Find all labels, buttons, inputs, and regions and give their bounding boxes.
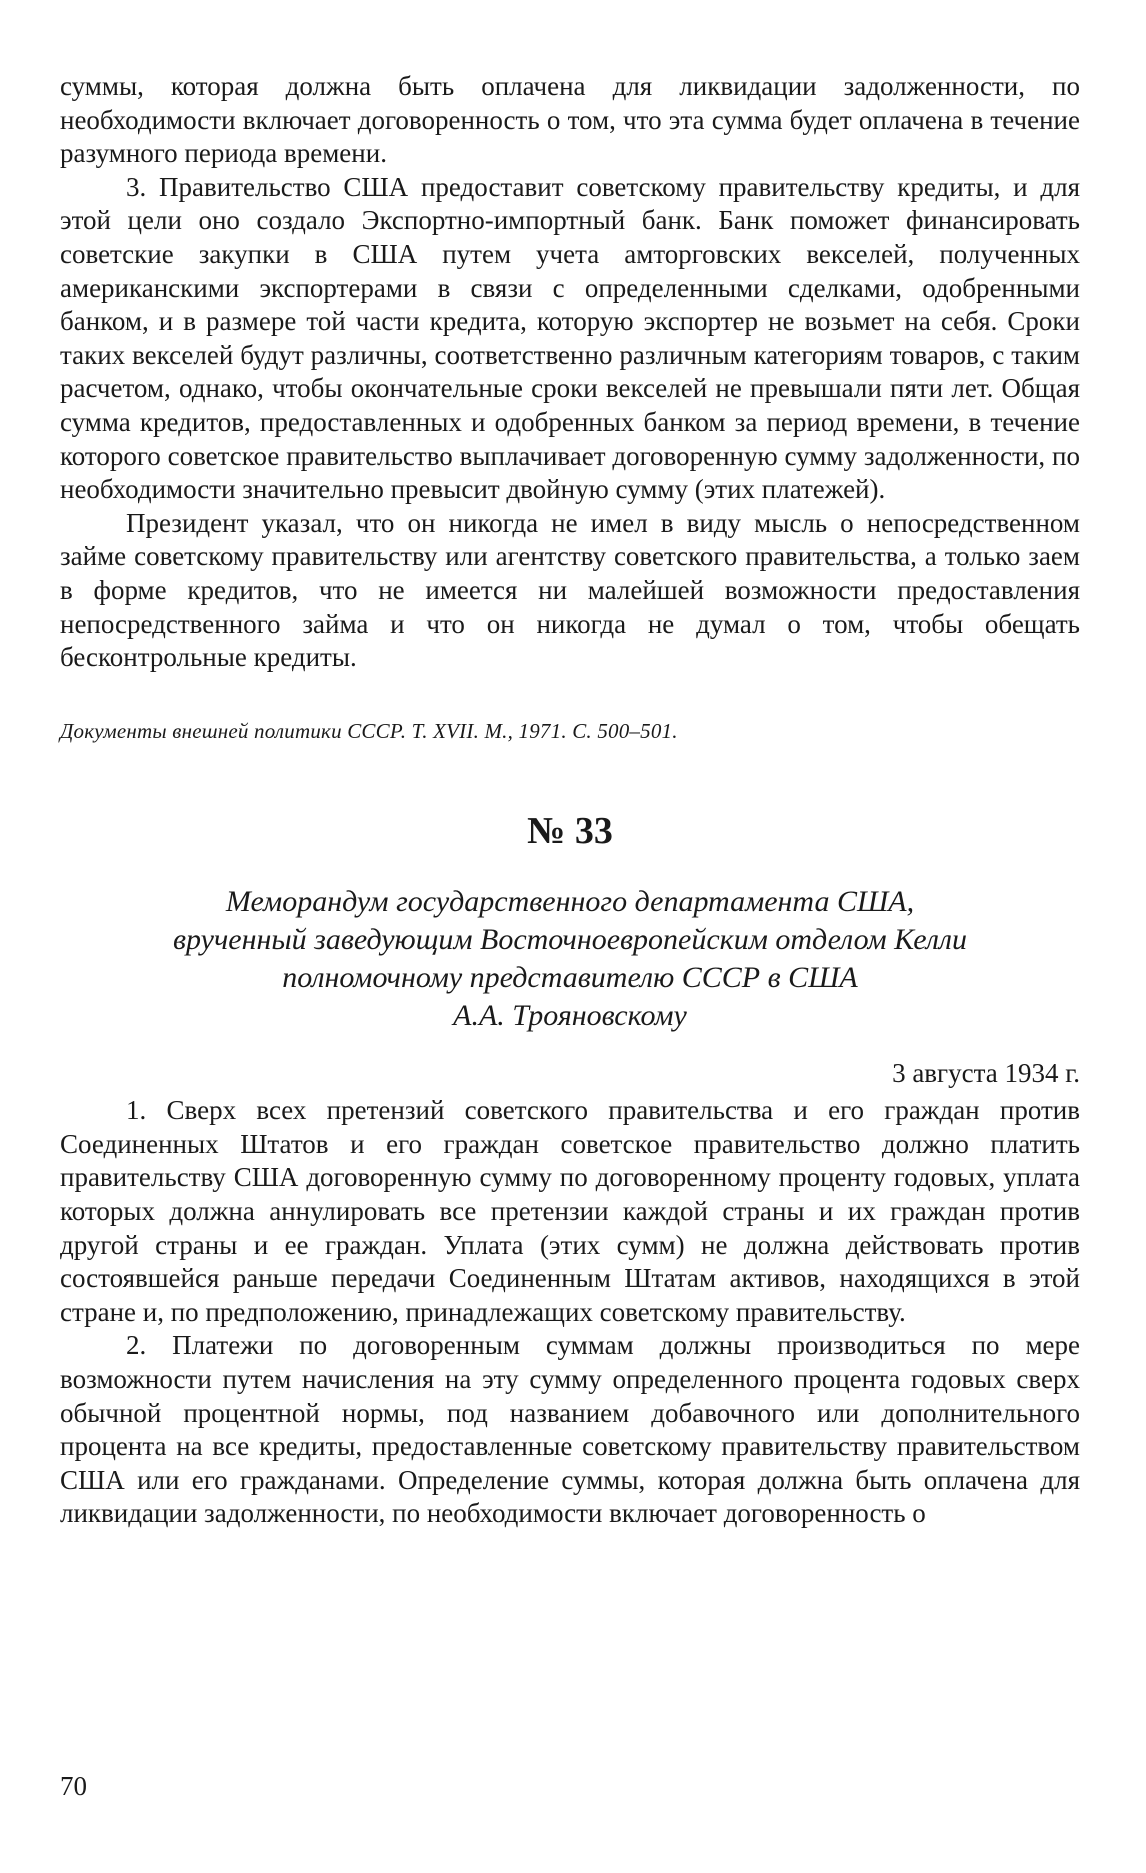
document-title-line: А.А. Трояновскому: [453, 998, 687, 1032]
continuation-paragraph: суммы, которая должна быть оплачена для ликвидации задолженности, по необходимости включает договоренность о том, что эта сумма будет оплачена в течение разумного периода времени.: [60, 71, 1080, 169]
document-number: № 33: [527, 809, 613, 852]
document-title-line: врученный заведующим Восточноевропейским отделом Келли: [173, 922, 967, 956]
source-reference: Документы внешней политики СССР. Т. XVII. М., 1971. С. 500–501.: [60, 718, 678, 743]
memo-paragraph-2: 2. Платежи по договоренным суммам должны производиться по мере возможности путем начисления на эту сумму определенного процента годовых сверх обычной процентной нормы, под названием добавочного или дополнительного процента на все кредиты, предоставленные советскому правительству правительством США или его гражданами. Определение суммы, которая должна быть оплачена для ликвидации задолженности, по необходимости включает договоренность о: [60, 1330, 1080, 1529]
president-paragraph: Президент указал, что он никогда не имел в виду мысль о непосредственном займе советскому правительству или агентству советского правительства, а только заем в форме кредитов, что не имеется ни малейшей возможности предоставления непосредственного займа и что он никогда не думал о том, чтобы обещать бесконтрольные кредиты.: [60, 507, 1080, 673]
document-title-line: Меморандум государственного департамента США,: [225, 884, 915, 918]
document-title: [60, 883, 1080, 1035]
document-date: 3 августа 1934 г.: [892, 1057, 1080, 1088]
document-title-line: полномочному представителю СССР в США: [282, 960, 858, 994]
page-body: [60, 70, 1080, 1531]
memo-paragraph-1: 1. Сверх всех претензий советского правительства и его граждан против Соединенных Штатов и его граждан советское правительство должно платить правительству США договоренную сумму по договоренному проценту годовых, уплата которых должна аннулировать все претензии каждой страны и их граждан против другой страны и ее граждан. Уплата (этих сумм) не должна действовать против состоявшейся раньше передачи Соединенным Штатам активов, находящихся в этой стране и, по предположению, принадлежащих советскому правительству.: [60, 1095, 1080, 1327]
page-number: 70: [60, 1771, 87, 1801]
point-3-paragraph: 3. Правительство США предоставит советскому правительству кредиты, и для этой цели оно создало Экспортно-импортный банк. Банк поможет финансировать советские закупки в США путем учета амторговских векселей, полученных американскими экспортерами в связи с определенными сделками, одобренными банком, и в размере той части кредита, которую экспортер не возьмет на себя. Сроки таких векселей будут различны, соответственно различным категориям товаров, с таким расчетом, однако, чтобы окончательные сроки векселей не превышали пяти лет. Общая сумма кредитов, предоставленных и одобренных банком за период времени, в течение которого советское правительство выплачивает договоренную сумму задолженности, по необходимости значительно превысит двойную сумму (этих платежей).: [60, 171, 1080, 505]
